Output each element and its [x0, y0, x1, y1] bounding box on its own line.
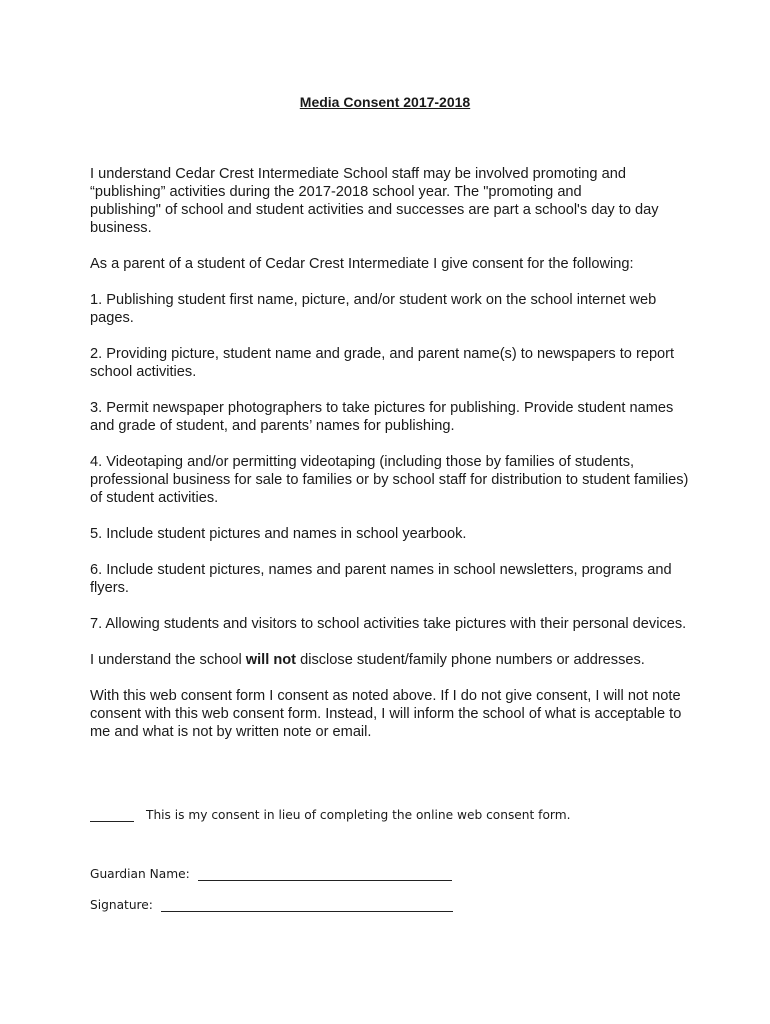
guardian-name-row	[90, 866, 452, 881]
consent-item-4: 4. Videotaping and/or permitting videotaping (including those by families of students, professional business for sale to families or by school staff for distribution to student families) of student activities.	[90, 454, 689, 506]
intro-line-4: business.	[90, 220, 152, 236]
consent-initial-blank[interactable]	[90, 807, 134, 822]
disclosure-emphasis: will not	[245, 652, 297, 668]
document-body	[90, 165, 690, 759]
consent-item-5: 5. Include student pictures and names in school yearbook.	[90, 526, 467, 542]
guardian-name-label: Guardian Name:	[90, 867, 190, 881]
intro-line-2: “publishing” activities during the 2017-2018 school year. The "promoting and	[90, 184, 582, 200]
intro-line-1: I understand Cedar Crest Intermediate School staff may be involved promoting and	[90, 166, 626, 182]
disclosure-after: disclose student/family phone numbers or addresses.	[296, 652, 645, 668]
consent-item-3: 3. Permit newspaper photographers to take pictures for publishing. Provide student names and grade of student, and parents’ names for publishing.	[90, 400, 674, 434]
consent-item-7: 7. Allowing students and visitors to school activities take pictures with their personal devices.	[90, 616, 687, 632]
parent-statement: As a parent of a student of Cedar Crest Intermediate I give consent for the following:	[90, 256, 634, 272]
signature-label: Signature:	[90, 898, 153, 912]
consent-item-1: 1. Publishing student first name, picture, and/or student work on the school internet web pages.	[90, 292, 657, 326]
disclosure-before: I understand the school	[90, 652, 246, 668]
intro-line-3: publishing" of school and student activities and successes are part a school's day to day	[90, 202, 659, 218]
web-consent-note: With this web consent form I consent as noted above. If I do not give consent, I will not note consent with this web consent form. Instead, I will inform the school of what is acceptable to me and what is not by written note or email.	[90, 688, 682, 740]
document-title: Media Consent 2017-2018	[299, 94, 471, 110]
consent-checkbox-row	[90, 804, 710, 822]
intro-paragraph	[90, 165, 690, 237]
disclosure-statement	[90, 651, 690, 669]
consent-checkbox-label: This is my consent in lieu of completing the online web consent form.	[146, 808, 571, 822]
signature-row	[90, 897, 453, 912]
consent-item-6: 6. Include student pictures, names and parent names in school newsletters, programs and flyers.	[90, 562, 672, 596]
signature-field[interactable]	[161, 897, 453, 912]
consent-item-2: 2. Providing picture, student name and grade, and parent name(s) to newspapers to report school activities.	[90, 346, 675, 380]
guardian-name-field[interactable]	[198, 866, 452, 881]
